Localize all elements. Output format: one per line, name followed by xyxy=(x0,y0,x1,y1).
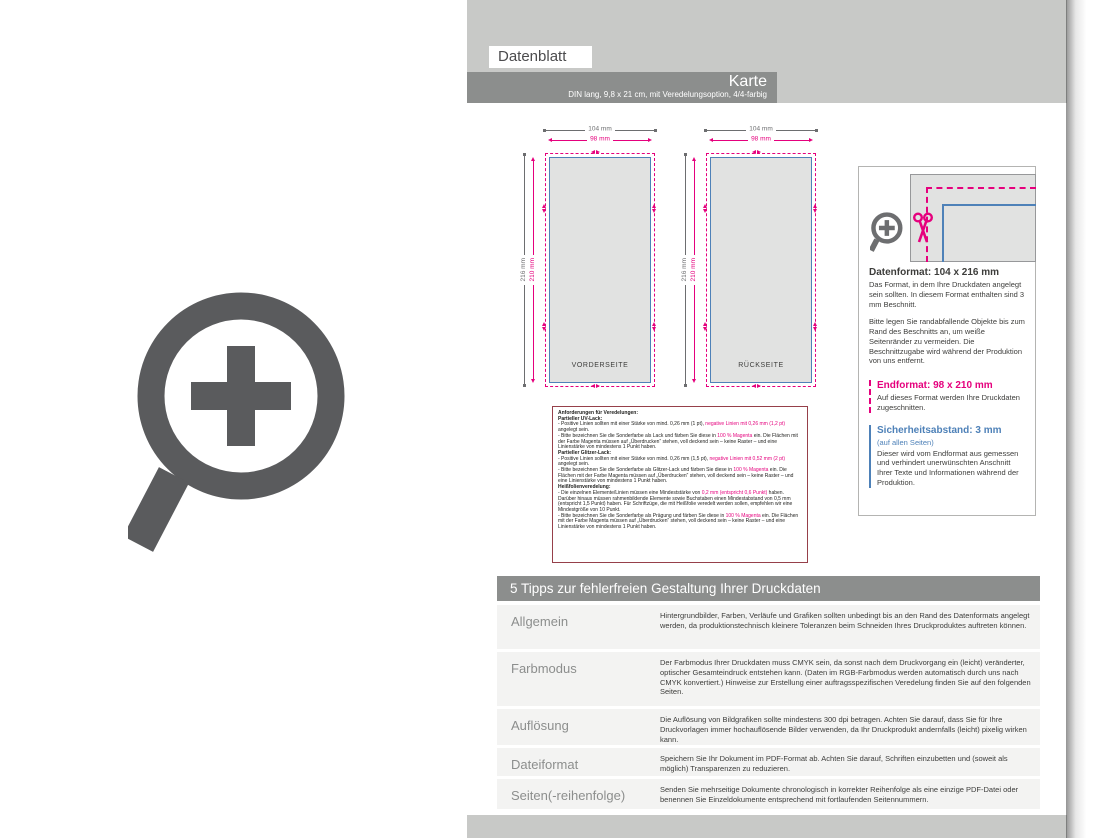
sicherheitsabstand-heading: Sicherheitsabstand: 3 mm xyxy=(877,424,1002,436)
back-card-label: RÜCKSEITE xyxy=(738,362,784,369)
sicherheitsabstand-body: Dieser wird vom Endformat aus gemessen und verhindert unerwünschten Anschnitt Ihrer Texte und Informationen während der Produktion. xyxy=(877,448,1019,487)
endformat-heading: Endformat: 98 x 210 mm xyxy=(877,380,993,391)
cut-marker xyxy=(591,384,600,388)
product-subtitle: DIN lang, 9,8 x 21 cm, mit Veredelungsoption, 4/4-farbig xyxy=(568,90,767,99)
cut-marker xyxy=(542,322,546,331)
cut-marker xyxy=(591,150,600,154)
cut-marker xyxy=(752,384,761,388)
front-dim-height-outer: 216 mm xyxy=(519,153,529,387)
zoom-plus-icon-small xyxy=(870,211,904,253)
tip-text: Die Auflösung von Bildgrafiken sollte mindestens 300 dpi betragen. Achten Sie darauf, dass Sie für Ihre Druckvorlagen immer hochauflösende Bilder verwenden, da Ihr Druckprodukt andernfalls (leicht) pixelig wirken kann. xyxy=(660,715,1027,744)
datenformat-body2: Bitte legen Sie randabfallende Objekte bis zum Rand des Beschnitts an, um weiße Seitenränder zu vermeiden. Die Beschnittzugabe wird während der Produktion von uns entfernt. xyxy=(869,317,1025,366)
back-dim-width-inner: 98 mm xyxy=(709,137,813,144)
requirement-line: - Bitte bezeichnen Sie die Sonderfarbe als Lack und färben Sie diese in 100 % Magenta ein. Die Flächen mit der Farbe Magenta müssen auf „Überdrucken“ stehen, voll deckend sein – keine Raster – und eine Linienstärke von mindestens 1 Punkt haben. xyxy=(558,432,798,451)
requirement-line: Partieller Glitzer-Lack: xyxy=(558,449,612,456)
tip-row-farbmodus xyxy=(497,652,1040,706)
cut-marker xyxy=(542,204,546,213)
format-info-box xyxy=(858,166,1036,516)
cut-marker xyxy=(652,322,656,331)
product-title-bar xyxy=(467,72,777,103)
datenblatt-label: Datenblatt xyxy=(489,46,592,68)
footer-band xyxy=(467,815,1067,838)
cut-marker xyxy=(752,150,761,154)
tips-header-bar: 5 Tipps zur fehlerfreien Gestaltung Ihrer Druckdaten xyxy=(497,576,1040,601)
requirement-line: - Die einzelnen Elemente/Linien müssen eine Mindeststärke von 0,2 mm (entspricht 0,6 Punkt) haben. Darüber hinaus müssen rahmenbildende Elemente sowie Buchstaben einen Mindestabstand von 0,5 mm (entspricht 1,5 Punkt) haben. Für Schriftzüge, die mit Heißfolie veredelt werden sollen, empfehlen wir eine Mindestgröße von 10 Punkt. xyxy=(558,489,793,513)
tip-text: Hintergrundbilder, Farben, Verläufe und Grafiken sollten unbedingt bis an den Rand des Datenformats angelegt werden, da produktionstechnisch kleinere Toleranzen beim Schneiden Ihres Druckproduktes auftreten können. xyxy=(660,611,1030,630)
requirement-line: Anforderungen für Veredelungen: xyxy=(558,410,639,416)
back-dim-height-inner: 210 mm xyxy=(689,157,699,383)
tip-label: Dateiformat xyxy=(511,757,579,772)
sicherheitsabstand-subheading: (auf allen Seiten) xyxy=(877,437,934,447)
tips-table xyxy=(497,605,1040,809)
datenformat-body: Das Format, in dem Ihre Druckdaten angelegt sein sollten. In diesem Format enthalten sind 3 mm Beschnitt. xyxy=(869,280,1025,309)
tip-text: Senden Sie mehrseitige Dokumente chronologisch in korrekter Reihenfolge als eine einzige PDF-Datei oder benennen Sie Einzeldokumente entsprechend mit fortlaufenden Seitennummern. xyxy=(660,785,1019,804)
tip-label: Allgemein xyxy=(511,614,569,629)
safe-margin-detail xyxy=(942,204,1036,262)
requirement-line: - Positive Linien sollten mit einer Stärke von mind. 0,26 mm (1 pt), negative Linien mit 0,26 mm (1,2 pt) angelegt sein. xyxy=(558,421,786,434)
tip-label: Auflösung xyxy=(511,718,569,733)
datenformat-heading: Datenformat: 104 x 216 mm xyxy=(869,267,1000,278)
tip-row-seitenreihenfolge xyxy=(497,779,1040,809)
front-dim-width-inner: 98 mm xyxy=(548,137,652,144)
requirement-line: - Bitte bezeichnen Sie die Sonderfarbe als Prägung und färben Sie diese in 100 % Magenta ein. Die Flächen mit der Farbe Magenta müssen auf „Überdrucken“ stehen, voll deckend sein – keine Raster – und eine Linienstärke von mindestens 1 Punkt haben. xyxy=(558,512,799,531)
sicherheitsabstand-section xyxy=(869,425,1027,488)
finishing-requirements-box xyxy=(552,406,808,563)
tip-text: Der Farbmodus Ihrer Druckdaten muss CMYK sein, da sonst nach dem Druckvorgang ein (leicht) veränderter, optischer Gesamteindruck entstehen kann. (Daten im RGB-Farbmodus werden automatisch durch uns nach CMYK konvertiert.) Hinweise zur Erstellung einer auftragsspezifischen Veredelung finden Sie auf den folgenden Seiten. xyxy=(660,658,1031,697)
back-dim-height-outer: 216 mm xyxy=(680,153,690,387)
cut-marker xyxy=(652,204,656,213)
zoom-plus-icon xyxy=(128,282,356,564)
scissors-icon xyxy=(911,212,935,246)
tip-row-aufloesung xyxy=(497,709,1040,745)
tip-row-allgemein xyxy=(497,605,1040,649)
requirement-line: Partieller UV-Lack: xyxy=(558,415,603,422)
tip-label: Farbmodus xyxy=(511,661,577,676)
cut-marker xyxy=(813,322,817,331)
endformat-body: Auf dieses Format werden Ihre Druckdaten zugeschnitten. xyxy=(877,393,1020,412)
product-title: Karte xyxy=(728,73,767,90)
back-card-safe-area xyxy=(710,157,812,383)
datasheet-sheet xyxy=(467,0,1067,838)
tip-label: Seiten(-reihenfolge) xyxy=(511,788,626,803)
format-info-text xyxy=(869,267,1027,488)
requirement-line: - Positive Linien sollten mit einer Stärke von mind. 0,26 mm (1,5 pt), negative Linien mit 0,52 mm (2 pt) angelegt sein. xyxy=(558,455,786,468)
requirement-line: Heißfolienveredelung: xyxy=(558,484,611,491)
front-dim-width-outer: 104 mm xyxy=(543,127,657,134)
front-card-safe-area xyxy=(549,157,651,383)
front-dim-height-inner: 210 mm xyxy=(528,157,538,383)
tip-row-dateiformat xyxy=(497,748,1040,776)
cut-marker xyxy=(813,204,817,213)
endformat-section xyxy=(869,380,1027,413)
front-card-label: VORDERSEITE xyxy=(571,362,629,369)
cut-marker xyxy=(703,204,707,213)
back-dim-width-outer: 104 mm xyxy=(704,127,818,134)
tip-text: Speichern Sie Ihr Dokument im PDF-Format ab. Achten Sie darauf, Schriften einzubetten und (soweit als möglich) Transparenzen zu reduzieren. xyxy=(660,754,1008,773)
page-edge-shadow xyxy=(1066,0,1090,838)
requirement-line: - Bitte bezeichnen Sie die Sonderfarbe als Glitzer-Lack und färben Sie diese in 100 % Magenta ein. Die Flächen mit der Farbe Magenta müssen auf „Überdrucken“ stehen, voll deckend sein – keine Raster – und eine Linienstärke von mindestens 1 Punkt haben. xyxy=(558,467,794,485)
cut-marker xyxy=(703,322,707,331)
